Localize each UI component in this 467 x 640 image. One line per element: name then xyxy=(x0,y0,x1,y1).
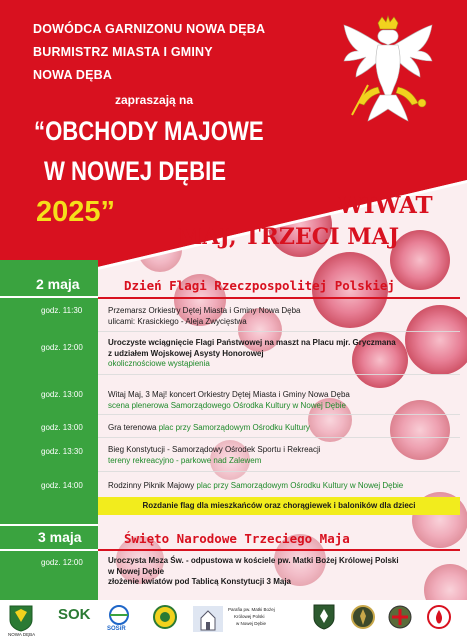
divider xyxy=(98,437,460,438)
day1-underline xyxy=(98,297,460,299)
event-line: w Nowej Dębie xyxy=(108,566,165,576)
day2-date: 3 maja xyxy=(38,529,82,545)
parish-line-1: Parafia pw. Matki Bożej xyxy=(228,607,275,612)
divider xyxy=(98,331,460,332)
event-line: Bieg Konstytucji - Samorządowy Ośrodek Sportu i Rekreacji xyxy=(108,445,321,454)
title-line-2: W NOWEJ DĘBIE xyxy=(44,156,227,186)
day2-title: Święto Narodowe Trzeciego Maja xyxy=(124,531,350,546)
event-time: godz. 13:00 xyxy=(41,423,83,432)
parish-line-2: Królowej Polski xyxy=(234,614,265,619)
event-description xyxy=(108,556,399,588)
event-location: tereny rekreacyjno - parkowe nad Zalewem xyxy=(108,455,262,465)
event-time: godz. 12:00 xyxy=(41,343,83,352)
divider xyxy=(98,374,460,375)
nowa-deba-crest-icon xyxy=(8,604,34,632)
title-line-1: “OBCHODY MAJOWE xyxy=(34,116,264,146)
invite-text: zapraszają na xyxy=(115,93,194,107)
divider xyxy=(0,549,98,551)
event-time: godz. 11:30 xyxy=(41,306,83,315)
slogan-line-1: WIWAT xyxy=(338,192,433,219)
day1-title: Dzień Flagi Rzeczpospolitej Polskiej xyxy=(124,278,395,293)
divider xyxy=(98,414,460,415)
parish-line-3: w Nowej Dębie xyxy=(236,621,267,626)
event-location: plac przy Samorządowym Ośrodku Kultury xyxy=(158,423,310,432)
event-line: Gra terenowa xyxy=(108,423,157,432)
event-time: godz. 13:00 xyxy=(41,390,83,399)
event-description xyxy=(108,306,301,327)
day2-underline xyxy=(98,549,460,551)
nowa-deba-logo-label: NOWA DĘBA xyxy=(8,632,36,637)
military-badge-icon xyxy=(350,604,376,630)
organizer-line-3: NOWA DĘBA xyxy=(33,68,113,82)
organizer-line-1: DOWÓDCA GARNIZONU NOWA DĘBA xyxy=(33,22,266,36)
event-line: Przemarsz Orkiestry Dętej Miasta i Gminy Nowa Dęba xyxy=(108,306,301,315)
event-time: godz. 12:00 xyxy=(41,558,83,567)
event-line: Rodzinny Piknik Majowy xyxy=(108,481,195,490)
event-line: Uroczyste wciągnięcie Flagi Państwowej na maszt na Placu mjr. Gryczmana xyxy=(108,338,396,347)
event-year: 2025” xyxy=(36,196,116,228)
church-icon xyxy=(193,606,223,632)
event-description xyxy=(108,445,321,466)
sok-logo-icon: SOK xyxy=(58,606,91,623)
event-description xyxy=(108,481,403,492)
event-location: plac przy Samorządowym Ośrodku Kultury w Nowej Dębie xyxy=(196,481,404,490)
flag-distribution-note: Rozdanie flag dla mieszkańców oraz chorągiewek i baloników dla dzieci xyxy=(98,497,460,515)
divider xyxy=(98,471,460,472)
event-description xyxy=(108,423,310,434)
event-description xyxy=(108,390,350,411)
event-line: Uroczysta Msza Św. - odpustowa w kościele pw. Matki Bożej Królowej Polski xyxy=(108,556,399,565)
event-line: Witaj Maj, 3 Maj! koncert Orkiestry Dętej Miasta i Gminy Nowa Dęba xyxy=(108,390,350,399)
sosir-logo-label: SOSiR xyxy=(107,626,126,632)
event-time: godz. 14:00 xyxy=(41,481,83,490)
divider xyxy=(0,296,98,298)
event-location: okolicznościowe wystąpienia xyxy=(108,359,210,368)
event-line: ulicami: Krasickiego - Aleja Zwycięstwa xyxy=(108,316,247,326)
unit-emblem-icon xyxy=(387,604,413,630)
military-shield-icon xyxy=(313,604,335,630)
event-time: godz. 13:30 xyxy=(41,447,83,456)
organizer-line-2: BURMISTRZ MIASTA I GMINY xyxy=(33,45,213,59)
event-location: scena plenerowa Samorządowego Ośrodka Kultury w Nowej Dębie xyxy=(108,400,346,410)
event-description xyxy=(108,338,396,370)
day1-date: 2 maja xyxy=(36,276,80,292)
fire-brigade-icon xyxy=(426,604,452,630)
white-eagle-emblem-icon xyxy=(338,15,438,127)
event-line: złożenie kwiatów pod Tablicą Konstytucji 3 Maja xyxy=(108,577,291,586)
event-line: z udziałem Wojskowej Asysty Honorowej xyxy=(108,348,264,358)
slogan-line-2: MAJ, TRZECI MAJ xyxy=(178,224,400,250)
divider xyxy=(0,524,98,526)
round-emblem-icon xyxy=(152,604,178,630)
